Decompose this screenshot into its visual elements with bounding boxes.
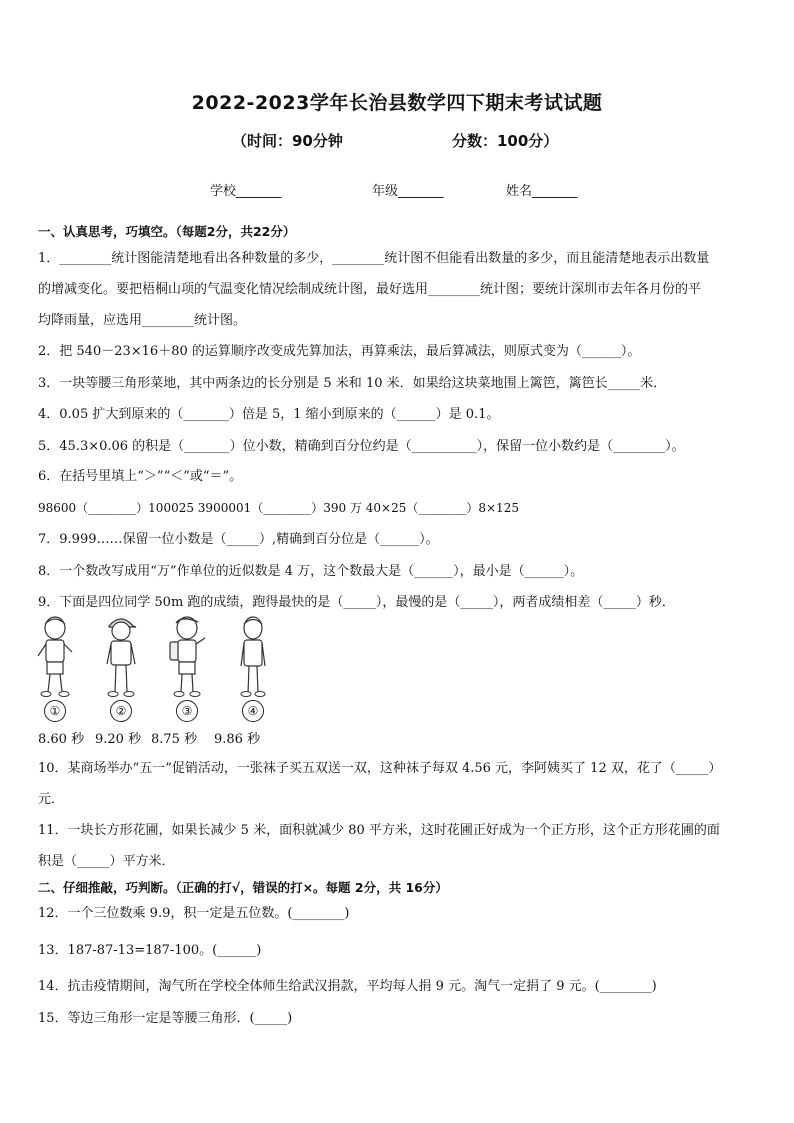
question-line: 12．一个三位数乘 9.9，积一定是五位数。(________) bbox=[38, 906, 350, 921]
run-time: 9.20 秒 bbox=[95, 732, 142, 747]
question-line: 的增减变化。要把梧桐山项的气温变化情况绘制成统计图，最好选用________统计图；要统计深圳市去年各月份的平 bbox=[38, 282, 702, 297]
question-line: 2．把 540－23×16＋80 的运算顺序改变成先算加法，再算乘法，最后算减法，则原式变为（______）。 bbox=[38, 344, 641, 359]
runner-figure bbox=[96, 614, 146, 724]
figure-number: ④ bbox=[242, 700, 264, 722]
question-line: 8．一个数改写成用“万”作单位的近似数是 4 万，这个数最大是（______），最小是（______）。 bbox=[38, 564, 584, 579]
question-line: 5．45.3×0.06 的积是（_______）位小数，精确到百分位约是（__________），保留一位小数约是（________）。 bbox=[38, 439, 685, 454]
figure-number: ② bbox=[110, 700, 132, 722]
question-line: 10．某商场举办“五一”促销活动，一张袜子买五双送一双，这种袜子每双 4.56 元，李阿姨买了 12 双，花了（_____） bbox=[38, 761, 722, 776]
section2-heading: 二、仔细推敲，巧判断。（正确的打√，错误的打×。每题 2分，共 16分） bbox=[38, 880, 448, 895]
boy-with-cap-icon bbox=[96, 614, 146, 699]
question-line: 7．9.999……保留一位小数是（_____）,精确到百分位是（______）。 bbox=[38, 532, 439, 547]
runner-figure bbox=[228, 614, 278, 724]
section1-heading: 一、认真思考，巧填空。（每题2分，共22分） bbox=[38, 224, 296, 239]
name-field: 姓名_______ bbox=[506, 184, 578, 199]
question-line: 元． bbox=[38, 792, 65, 807]
question-line: 3．一块等腰三角形菜地，其中两条边的长分别是 5 米和 10 米．如果给这块菜地围上篱笆，篱笆长_____米． bbox=[38, 376, 667, 391]
exam-title: 2022-2023学年长治县数学四下期末考试试题 bbox=[191, 92, 603, 114]
run-time: 9.86 秒 bbox=[214, 732, 261, 747]
question-line: 14．抗击疫情期间，淘气所在学校全体师生给武汉捐款，平均每人捐 9 元。淘气一定捐了 9 元。(________) bbox=[38, 979, 657, 994]
question-line: 6．在括号里填上“＞”“＜”或“＝”。 bbox=[38, 469, 243, 484]
run-time: 8.60 秒 bbox=[38, 732, 85, 747]
question-line: 积是（_____）平方米． bbox=[38, 854, 175, 869]
question-line: 11．一块长方形花圃，如果长减少 5 米，面积就减少 80 平方米，这时花圃正好成为一个正方形，这个正方形花圃的面 bbox=[38, 823, 720, 838]
run-time: 8.75 秒 bbox=[151, 732, 198, 747]
school-field: 学校_______ bbox=[210, 184, 282, 199]
runner-figure bbox=[162, 614, 212, 724]
figure-number: ③ bbox=[176, 700, 198, 722]
question-line: 15．等边三角形一定是等腰三角形．(_____) bbox=[38, 1011, 293, 1026]
question-line: 98600（________）100025 3900001（________）390 万 40×25（________）8×125 bbox=[38, 501, 519, 515]
runner-figures bbox=[30, 614, 280, 724]
runner-figure bbox=[30, 614, 80, 724]
boy-with-backpack-icon bbox=[162, 614, 212, 699]
question-line: 均降雨量，应选用________统计图。 bbox=[38, 313, 247, 328]
grade-field: 年级_______ bbox=[372, 184, 444, 199]
boy-standing-icon bbox=[228, 614, 278, 699]
question-line: 1．________统计图能清楚地看出各种数量的多少，________统计图不但能看出数量的多少，而且能清楚地表示出数量 bbox=[38, 251, 710, 266]
boy-thumbs-up-icon bbox=[30, 614, 80, 699]
question-line: 4．0.05 扩大到原来的（_______）倍是 5，1 缩小到原来的（______）是 0.1。 bbox=[38, 407, 500, 422]
total-score: 分数：100分） bbox=[452, 132, 559, 150]
question-line: 9．下面是四位同学 50m 跑的成绩，跑得最快的是（_____），最慢的是（_____），两者成绩相差（_____）秒． bbox=[38, 595, 675, 610]
figure-number: ① bbox=[44, 700, 66, 722]
question-line: 13．187-87-13=187-100。(______) bbox=[38, 943, 262, 958]
time-limit: （时间：90分钟 bbox=[232, 132, 343, 150]
